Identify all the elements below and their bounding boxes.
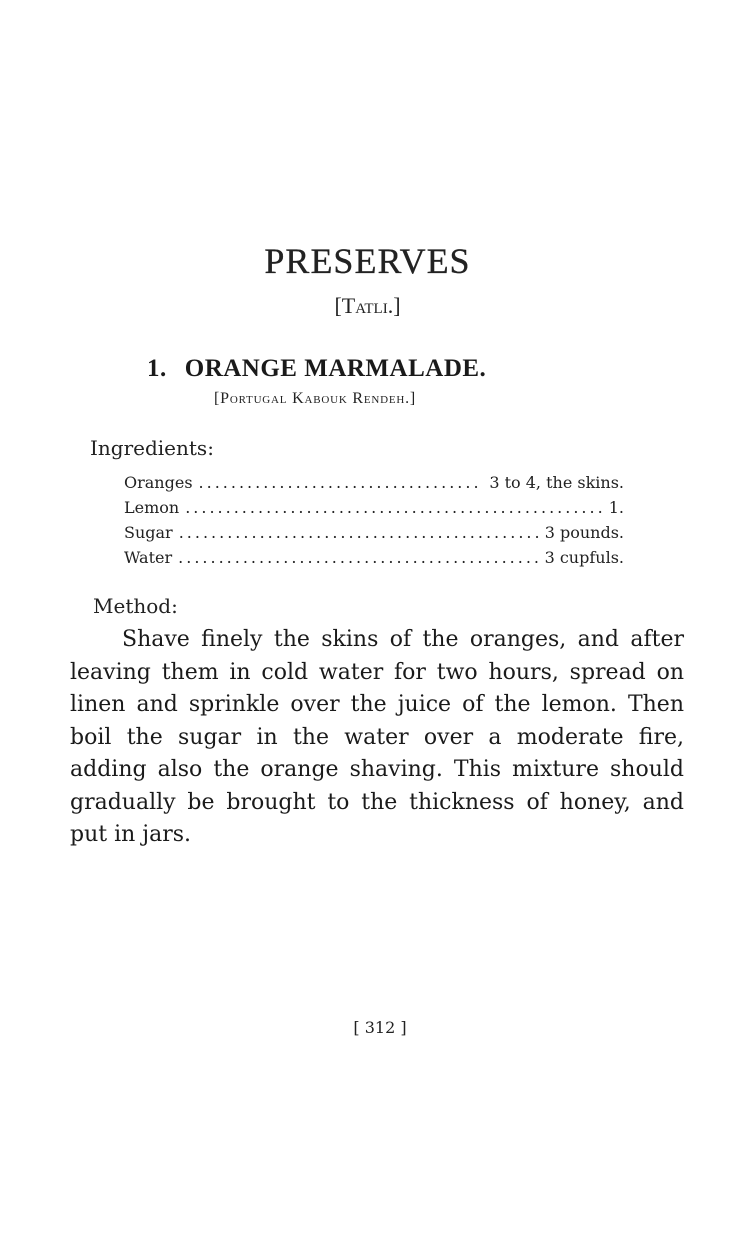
recipe-subtitle: [Portugal Kabouk Rendeh.]: [214, 390, 417, 407]
ingredient-name: Sugar: [124, 523, 173, 542]
page-title: PRESERVES: [264, 241, 471, 281]
dot-leader: [185, 498, 603, 517]
ingredient-quantity: 3 pounds.: [544, 523, 624, 542]
recipe-number: 1.: [147, 355, 167, 382]
ingredient-row: [124, 498, 624, 523]
dot-leader: [199, 473, 484, 492]
ingredient-quantity: 1.: [608, 498, 624, 517]
method-paragraph: Shave finely the skins of the oranges, and after leaving them in cold water for two hours, spread on linen and sprinkle over the juice of the lemon. Then boil the sugar in the water over a moderate fire, adding also the orange shaving. This mixture should gradually be brought to the thickness of honey, and put in jars.: [70, 627, 684, 847]
dot-leader: [179, 523, 539, 542]
ingredient-name: Oranges: [124, 473, 193, 492]
recipe-heading: [147, 355, 486, 383]
ingredients-label: Ingredients:: [90, 436, 214, 460]
page-subtitle: [Tatli.]: [334, 293, 401, 318]
dot-leader: [178, 548, 538, 567]
ingredient-row: [124, 523, 624, 548]
ingredient-row: [124, 548, 624, 573]
ingredient-name: Water: [124, 548, 173, 567]
ingredient-row: [124, 473, 624, 498]
ingredient-quantity: 3 to 4, the skins.: [489, 473, 624, 492]
recipe-title: ORANGE MARMALADE.: [184, 355, 487, 382]
method-label: Method:: [93, 594, 178, 618]
ingredient-quantity: 3 cupfuls.: [544, 548, 624, 567]
ingredient-name: Lemon: [124, 498, 180, 517]
page-number: [ 312 ]: [353, 1018, 407, 1037]
ingredients-list: [124, 473, 624, 573]
